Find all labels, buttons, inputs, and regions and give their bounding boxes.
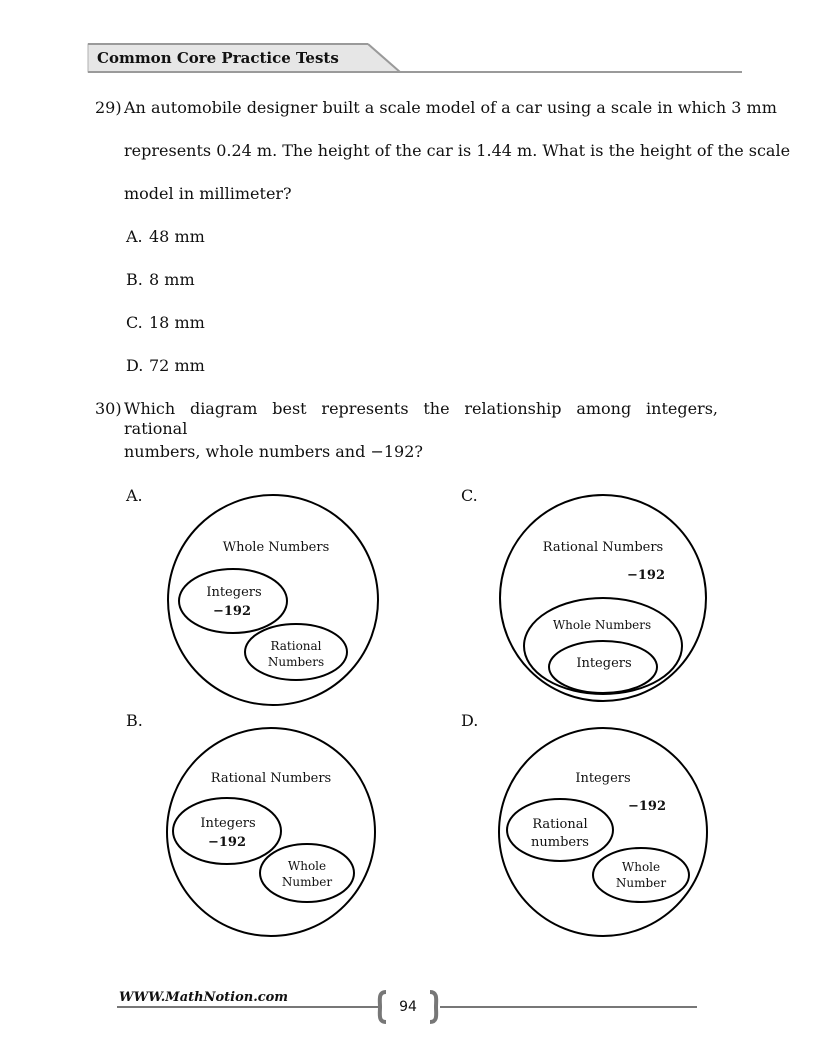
- question-line: represents 0.24 m. The height of the car is 1.44 m. What is the height of the scale: [124, 141, 791, 160]
- diagram-d: [499, 728, 707, 936]
- question-line: Which diagram best represents the relationship among integers, rational: [124, 399, 718, 438]
- outer-label: Whole Numbers: [222, 540, 330, 555]
- right-label-line2: Number: [615, 876, 667, 890]
- choice-letter: D.: [126, 356, 144, 375]
- right-ellipse: [260, 844, 354, 902]
- choice-text: 8 mm: [149, 270, 195, 289]
- choice-text: 72 mm: [149, 356, 205, 375]
- left-bracket-icon: [380, 992, 386, 1022]
- choice-letter: B.: [126, 270, 143, 289]
- right-label-line1: Whole: [287, 859, 327, 873]
- outer-circle: [499, 728, 707, 936]
- left-label-line2: numbers: [531, 835, 589, 850]
- choice-letter: A.: [126, 227, 143, 246]
- page-number: 94: [399, 999, 417, 1015]
- footer-site: WWW.MathNotion.com: [119, 990, 289, 1005]
- question-line: model in millimeter?: [124, 184, 292, 203]
- question-number: 29): [95, 98, 122, 117]
- diagram-b: [167, 728, 375, 936]
- right-label-line2: Number: [281, 875, 333, 889]
- diagram-b-letter: B.: [126, 711, 143, 730]
- diagram-a-letter: A.: [126, 486, 143, 505]
- question-line: An automobile designer built a scale model of a car using a scale in which 3 mm: [124, 98, 777, 117]
- inner-label: Integers: [576, 656, 632, 671]
- right-label-line1: Rational: [270, 639, 322, 653]
- outer-circle: [168, 495, 378, 705]
- question-number: 30): [95, 399, 122, 418]
- choice-text: 48 mm: [149, 227, 205, 246]
- left-label-line1: Integers: [200, 816, 256, 831]
- left-label-line2: −192: [207, 835, 247, 850]
- value-label: −192: [626, 568, 666, 583]
- question-line: numbers, whole numbers and −192?: [124, 442, 423, 461]
- outer-circle: [167, 728, 375, 936]
- middle-label: Whole Numbers: [552, 618, 652, 632]
- left-label-line1: Integers: [206, 585, 262, 600]
- left-ellipse: [173, 798, 281, 864]
- value-label: −192: [627, 799, 667, 814]
- choice-text: 18 mm: [149, 313, 205, 332]
- header-title: Common Core Practice Tests: [97, 49, 339, 67]
- diagram-d-letter: D.: [461, 711, 479, 730]
- right-label-line2: Numbers: [267, 655, 325, 669]
- outer-label: Integers: [575, 771, 631, 786]
- left-label-line1: Rational: [532, 817, 588, 832]
- left-label-line2: −192: [212, 604, 252, 619]
- diagram-a: [168, 495, 378, 705]
- right-label-line1: Whole: [621, 860, 661, 874]
- middle-ellipse: [524, 598, 682, 694]
- left-ellipse: [179, 569, 287, 633]
- choice-letter: C.: [126, 313, 143, 332]
- right-ellipse: [593, 848, 689, 902]
- diagram-c: [500, 495, 706, 701]
- outer-label: Rational Numbers: [542, 540, 664, 555]
- right-bracket-icon: [430, 992, 436, 1022]
- outer-label: Rational Numbers: [210, 771, 332, 786]
- diagram-c-letter: C.: [461, 486, 478, 505]
